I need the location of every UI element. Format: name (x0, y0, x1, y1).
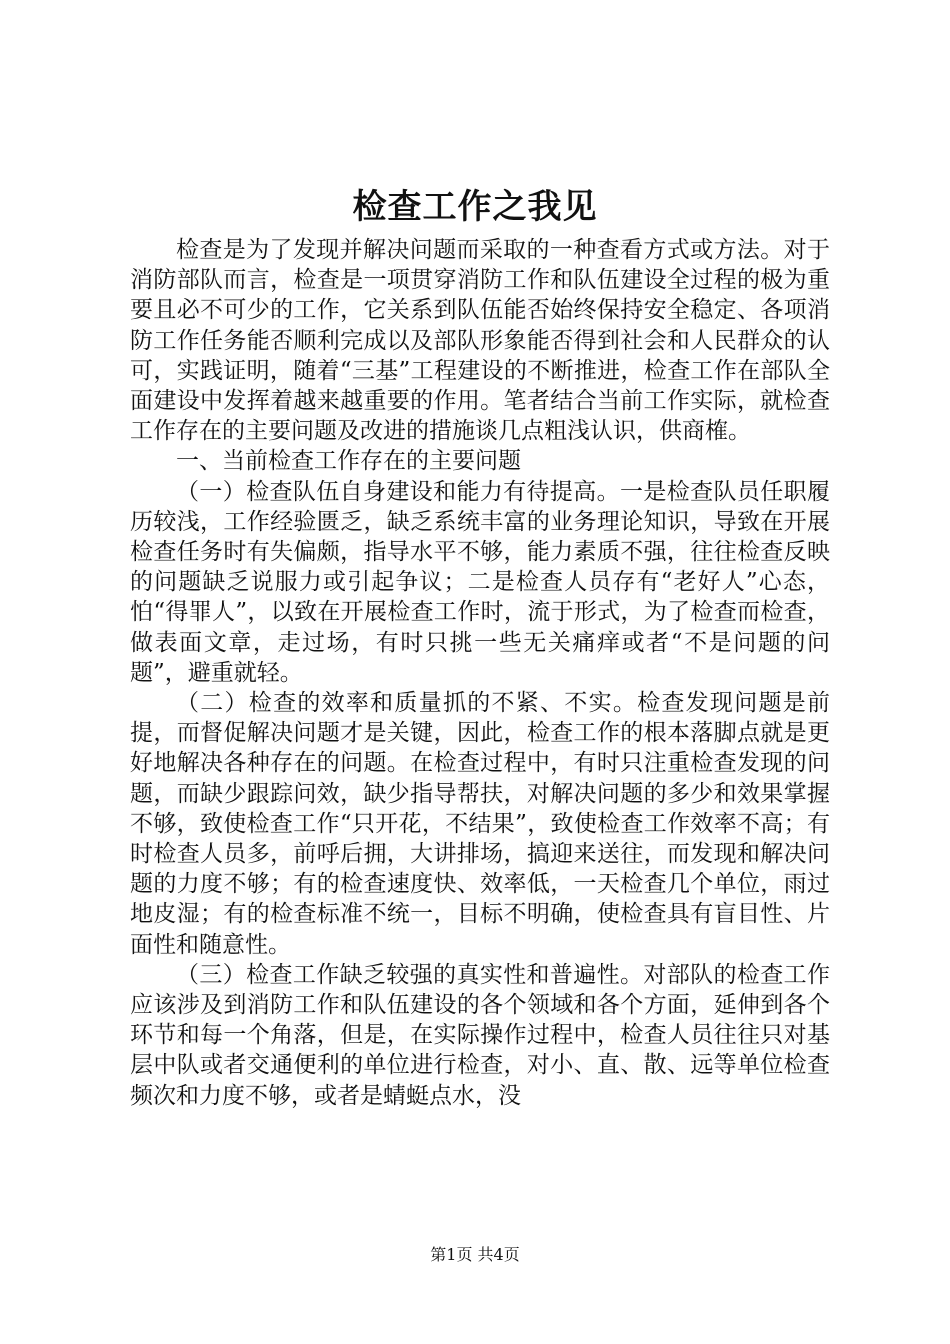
section-heading-1: 一、当前检查工作存在的主要问题 (176, 448, 521, 475)
page-footer: 第1页 共4页 (430, 1245, 520, 1264)
paragraph-item-3: （三）检查工作缺乏较强的真实性和普遍性。对部队的检查工作应该涉及到消防工作和队伍建设的各个领域和各个方面，延伸到各个环节和每一个角落，但是，在实际操作过程中，检查人员往往只对基层中队或者交通便利的单位进行检查，对小、直、散、远等单位检查频次和力度不够，或者是蜻蜓点水，没 (130, 961, 830, 1109)
paragraph-intro: 检查是为了发现并解决问题而采取的一种查看方式或方法。对于消防部队而言，检查是一项贯穿消防工作和队伍建设全过程的极为重要且必不可少的工作，它关系到队伍能否始终保持安全稳定、各项消防工作任务能否顺利完成以及部队形象能否得到社会和人民群众的认可，实践证明，随着“三基”工程建设的不断推进，检查工作在部队全面建设中发挥着越来越重要的作用。笔者结合当前工作实际，就检查工作存在的主要问题及改进的措施谈几点粗浅认识，供商榷。 (130, 237, 830, 445)
paragraph-item-2: （二）检查的效率和质量抓的不紧、不实。检查发现问题是前提，而督促解决问题才是关键，因此，检查工作的根本落脚点就是更好地解决各种存在的问题。在检查过程中，有时只注重检查发现的问题，而缺少跟踪问效，缺少指导帮扶，对解决问题的多少和效果掌握不够，致使检查工作“只开花，不结果”，致使检查工作效率不高；有时检查人员多，前呼后拥，大讲排场，搞迎来送往，而发现和解决问题的力度不够；有的检查速度快、效率低，一天检查几个单位，雨过地皮湿；有的检查标准不统一，目标不明确，使检查具有盲目性、片面性和随意性。 (130, 690, 830, 958)
document-title: 检查工作之我见 (352, 187, 598, 227)
document-body (130, 235, 830, 1111)
paragraph-item-1: （一）检查队伍自身建设和能力有待提高。一是检查队员任职履历较浅，工作经验匮乏，缺乏系统丰富的业务理论知识，导致在开展检查任务时有失偏颇，指导水平不够，能力素质不强，往往检查反映的问题缺乏说服力或引起争议；二是检查人员存有“老好人”心态，怕“得罪人”，以致在开展检查工作时，流于形式，为了检查而检查，做表面文章，走过场，有时只挑一些无关痛痒或者“不是问题的问题”，避重就轻。 (130, 478, 830, 686)
